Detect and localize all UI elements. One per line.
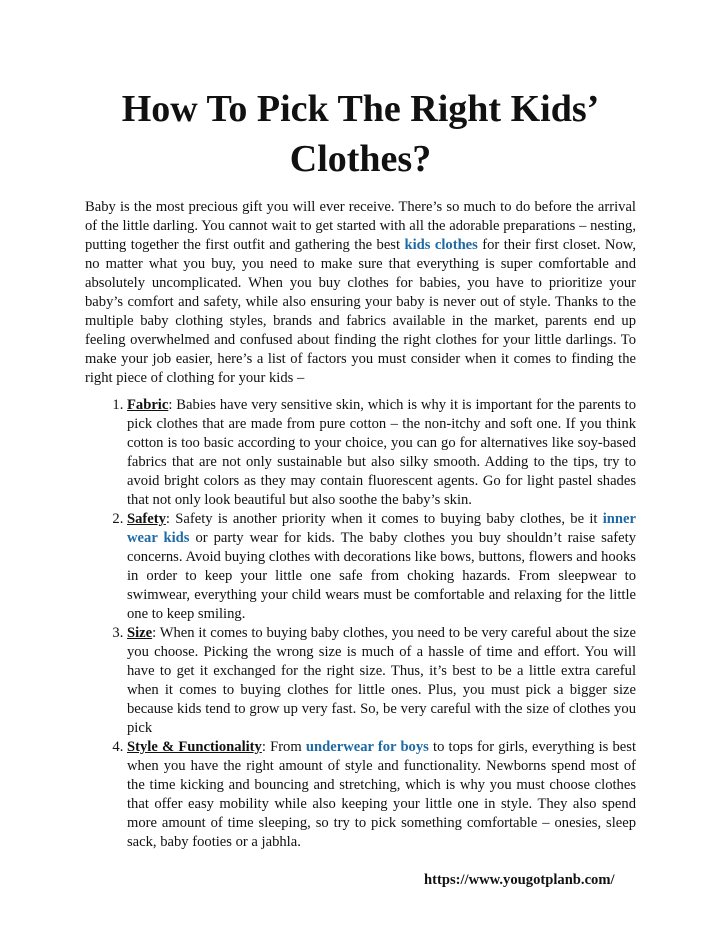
intro-paragraph bbox=[85, 198, 636, 388]
factors-list bbox=[85, 396, 636, 852]
term-fabric: Fabric bbox=[127, 397, 169, 413]
footer-url-link[interactable]: https://www.yougotplanb.com/ bbox=[424, 872, 615, 888]
style-text-2: to tops for girls, everything is best when you have the right amount of style and functionality. Newborns spend most of the time kicking and bouncing and stretching, which is why you must choose clothes that offer easy mobility while also keeping your little one in style. They also spend more amount of time sleeping, so try to pick something comfortable – onesies, sleep sack, baby footies or a jabhla. bbox=[127, 739, 637, 850]
size-text: : When it comes to buying baby clothes, you need to be very careful about the size you choose. Picking the wrong size is much of a hassle of time and effort. You will have to get it exchanged for the right size. Thus, it’s best to be a little extra careful when it comes to buying clothes for little ones. Plus, you must pick a bigger size because kids tend to grow up very fast. So, be very careful with the size of clothes you pick bbox=[127, 625, 636, 736]
page-title-line-2: Clothes? bbox=[289, 138, 432, 180]
intro-text-1: Baby is the most precious gift you will ever receive. There’s so much to do before the arrival of the little darling. You cannot wait to get started with all the adorable preparations – nesting, putting together the first outfit and gathering the best bbox=[85, 199, 636, 253]
list-item-fabric bbox=[127, 396, 636, 510]
intro-text-2: for their first closet. Now, no matter what you buy, you need to make sure that everything is super comfortable and absolutely uncomplicated. When you buy clothes for babies, you have to prioritize your baby’s comfort and safety, while also ensuring your baby is never out of style. Thanks to the multiple baby clothing styles, brands and fabrics available in the market, parents end up feeling overwhelmed and confused about finding the right clothes for your little darlings. To make your job easier, here’s a list of factors you must consider when it comes to finding the right piece of clothing for your kids – bbox=[85, 237, 637, 386]
fabric-text: : Babies have very sensitive skin, which is why it is important for the parents to pick clothes that are made from pure cotton – the non-itchy and soft one. If you think cotton is too basic according to your choice, you can go for alternatives like soy-based fabrics that are not only sustainable but also silky smooth. Adding to the tips, try to avoid bright colors as they may contain fluorescent agents. Go for light pastel shades that not only look beautiful but also soothe the baby’s skin. bbox=[127, 397, 636, 508]
inner-wear-kids-link[interactable]: inner wear kids bbox=[127, 511, 636, 546]
page-title-line-1: How To Pick The Right Kids’ bbox=[121, 88, 600, 130]
page-title bbox=[85, 0, 636, 184]
underwear-for-boys-link[interactable]: underwear for boys bbox=[305, 739, 429, 755]
style-text-1: : From bbox=[261, 739, 306, 755]
list-item-size bbox=[127, 624, 636, 738]
term-style-functionality: Style & Functionality bbox=[127, 739, 262, 755]
kids-clothes-link[interactable]: kids clothes bbox=[404, 237, 478, 253]
term-safety: Safety bbox=[127, 511, 166, 527]
term-size: Size bbox=[127, 625, 153, 641]
safety-text-2: or party wear for kids. The baby clothes you buy shouldn’t raise safety concerns. Avoid buying clothes with decorations like bows, buttons, flowers and hooks in order to keep your little one safe from choking hazards. From sleepwear to swimwear, everything your child wears must be comfortable and relaxing for the little one to keep smiling. bbox=[127, 530, 636, 622]
safety-text-1: : Safety is another priority when it comes to buying baby clothes, be it bbox=[165, 511, 603, 527]
list-item-style bbox=[127, 738, 636, 852]
list-item-safety bbox=[127, 510, 636, 624]
